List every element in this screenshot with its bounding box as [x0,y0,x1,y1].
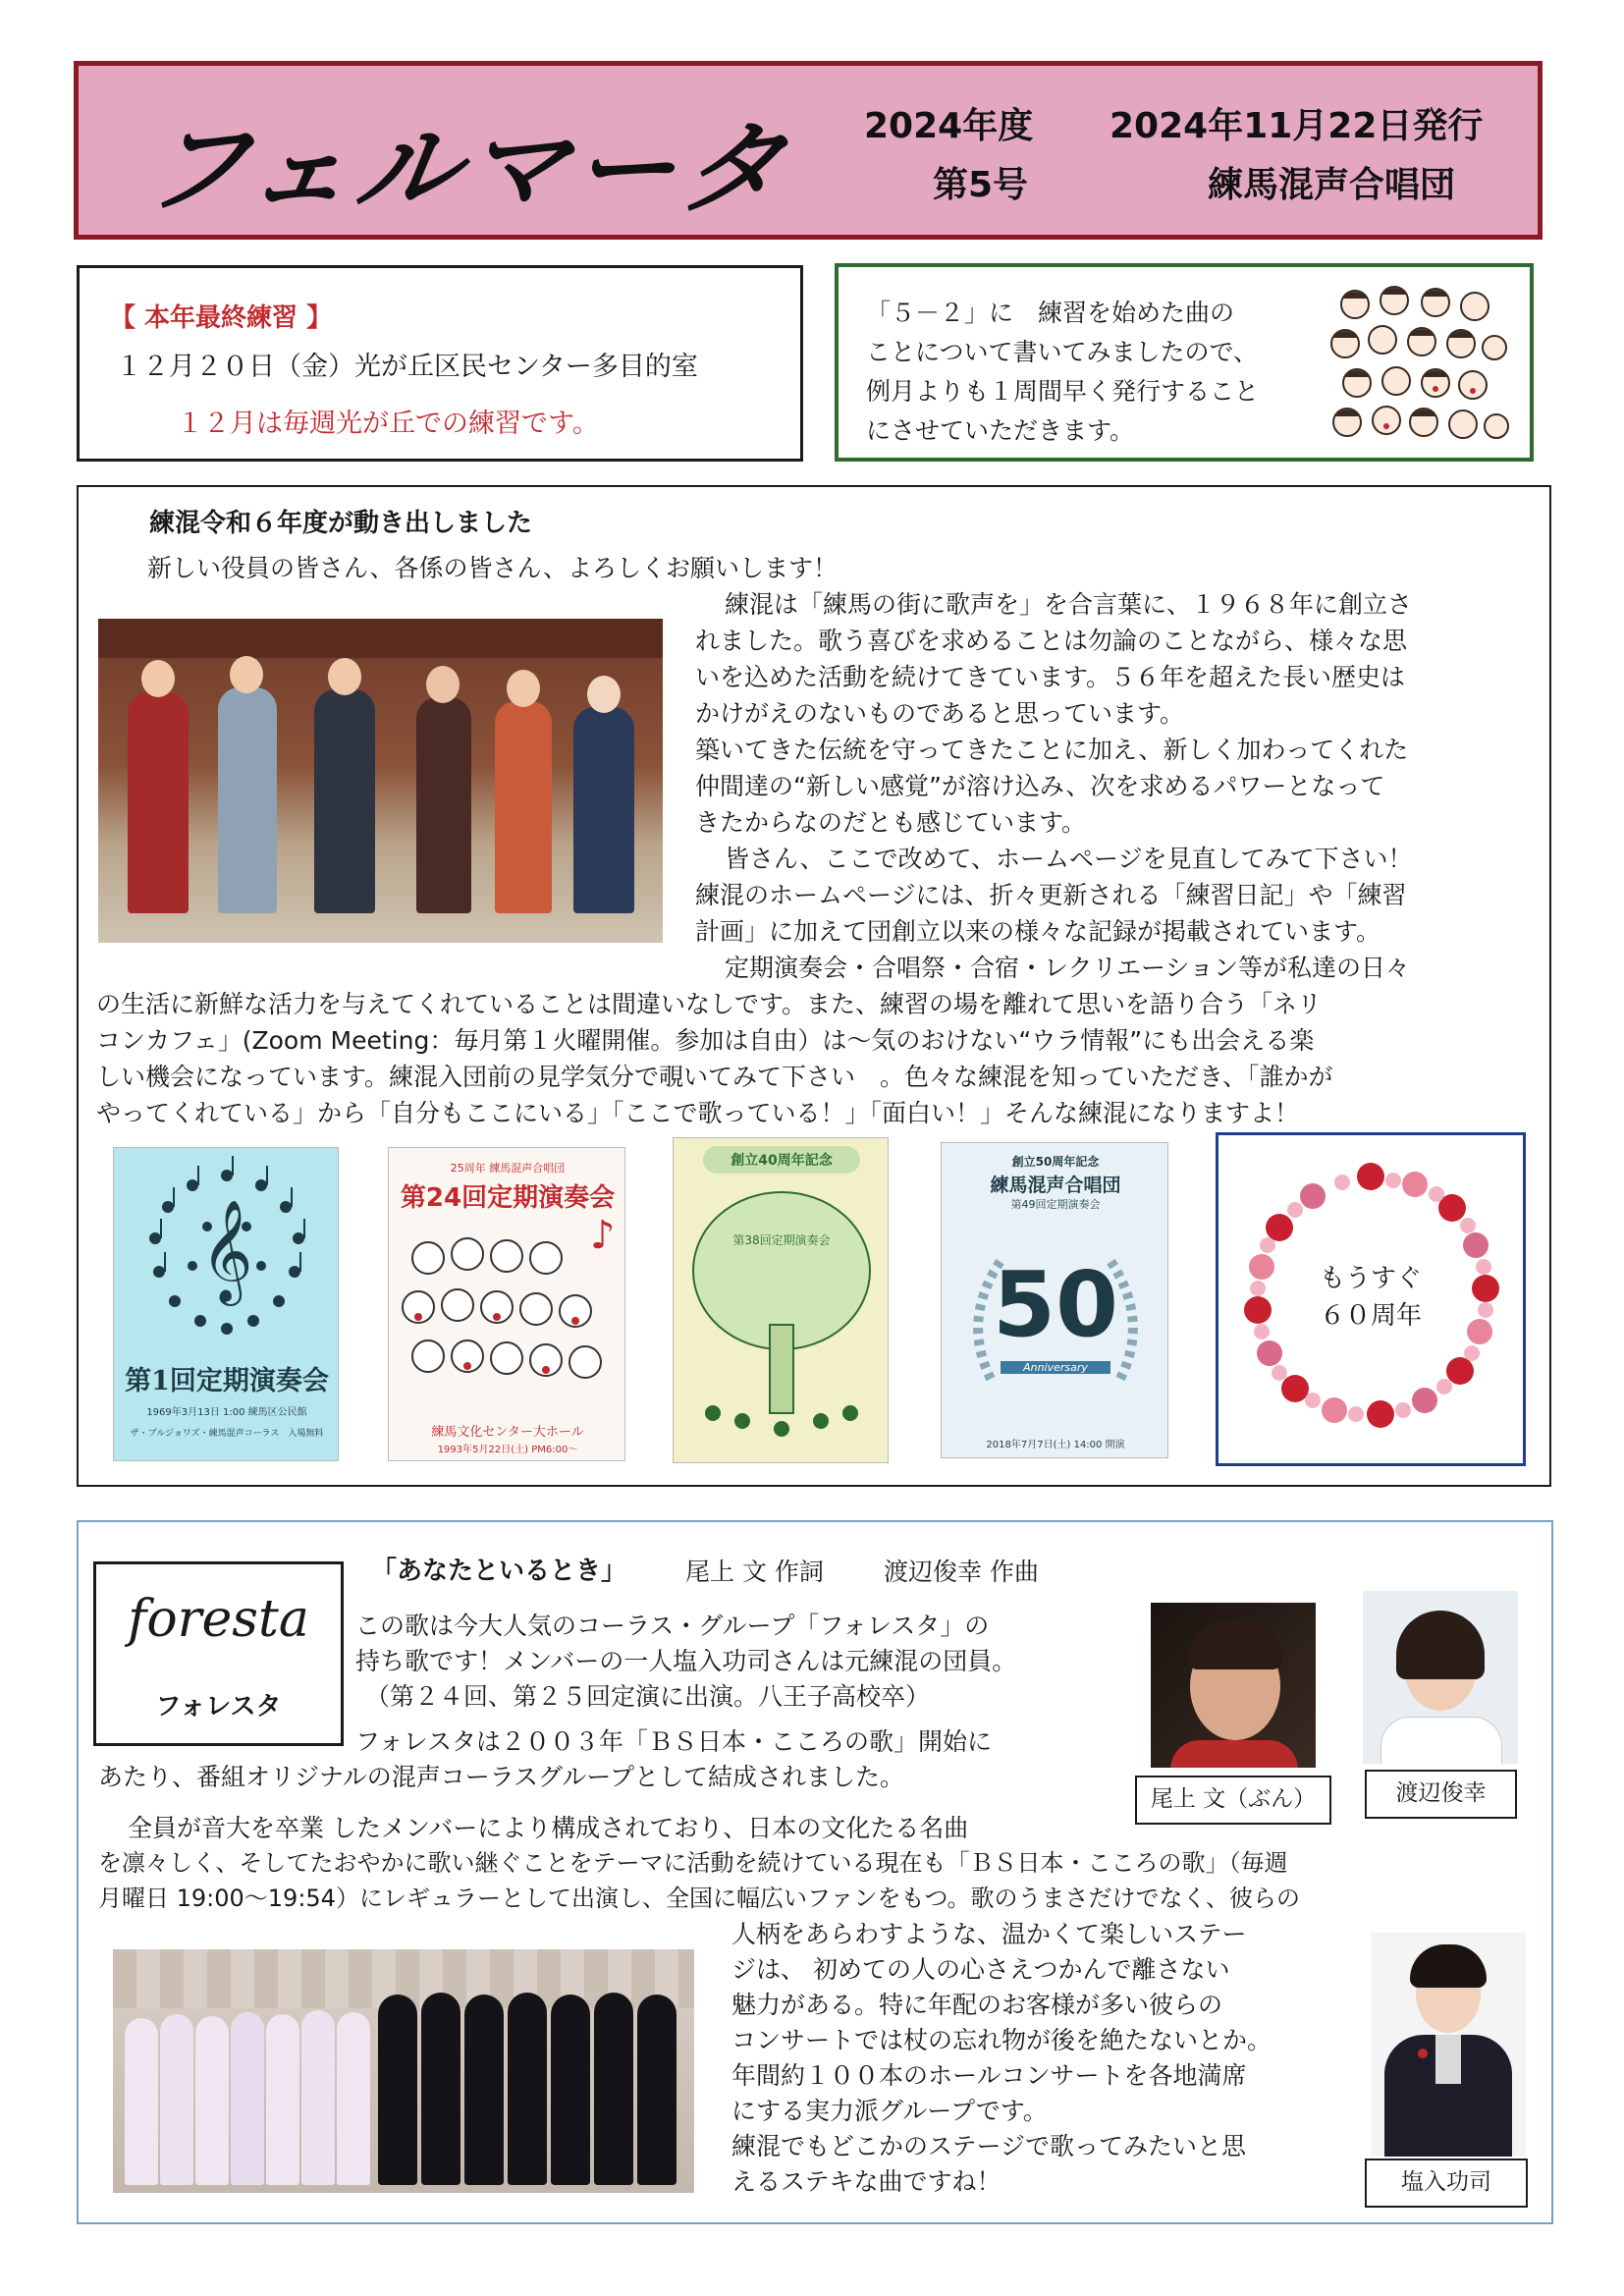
article-line: 新しい役員の皆さん、各係の皆さん、よろしくお願いします！ [147,554,839,582]
poster-3-badge: 創立40周年記念 [703,1146,860,1174]
foresta-line: コンサートでは杖の忘れ物が後を絶たないとか。 [731,2026,1272,2054]
poster-2-title: 第24回定期演奏会 [400,1183,616,1213]
choir-sketch-illustration [1326,283,1510,448]
fiscal-year: 2024年度 [864,106,1034,146]
article-line: 皆さん、ここで改めて、ホームページを見直してみて下さい！ [725,845,1413,873]
song-lyricist: 尾上 文 作詞 [685,1558,824,1586]
article-line: 練混のホームページには、折々更新される「練習日記」や「練習 [695,881,1407,909]
article-heading: 練混令和６年度が動き出しました [149,509,533,538]
foresta-line: ジは、 初めての人の心さえつかんで離さない [731,1955,1230,1984]
foresta-line: にする実力派グループです。 [731,2097,1048,2125]
foresta-line: 魅力がある。特に年配のお客様が多い彼らの [731,1991,1223,2019]
article-line: 仲間達の“新しい感覚”が溶け込み、次を求めるパワーとなって [695,772,1385,800]
song-title: 「あなたといるとき」 [371,1557,627,1586]
article-line: きたからなのだとも感じています。 [695,808,1087,837]
foresta-line: 人柄をあらわすような、温かくて楽しいステー [731,1920,1247,1948]
notice-line-1: １２月２０日（金）光が丘区民センター多目的室 [116,352,698,382]
poster-4-sub: 第49回定期演奏会 [1010,1198,1101,1211]
poster-1-date: 1969年3月13日 1:00 練馬区公民館 [146,1407,307,1418]
svg-text:♪: ♪ [590,1219,616,1258]
concert-poster-1st [113,1147,339,1461]
foresta-line: この歌は今大人気のコーラス・グループ「フォレスタ」の [355,1612,990,1640]
issue-note-line: 例月よりも１周間早く発行すること [866,377,1260,406]
foresta-line: 年間約１００本のホールコンサートを各地満席 [731,2061,1247,2090]
foresta-line: （第２４回、第２５回定演に出演。八王子高校卒） [365,1682,931,1711]
foresta-line: 月曜日 19:00〜19:54）にレギュラーとして出演し、全国に幅広いファンをもつ。歌のうまさだけでなく、彼らの [98,1885,1301,1912]
portrait-onoue-bun [1151,1603,1316,1768]
foresta-line: 練混でもどこかのステージで歌ってみたいと思 [731,2132,1247,2160]
article-line: コンカフェ」(Zoom Meeting：毎月第１火曜開催。参加は自由）は～気のおけない“ウラ情報”にも出会える楽 [96,1026,1315,1055]
poster-2-venue: 練馬文化センター大ホール [431,1425,584,1440]
concert-poster-24th [388,1147,625,1461]
notice-heading: 【 本年最終練習 】 [110,303,333,333]
article-line: の生活に新鮮な活力を与えてくれていることは間違いなしです。また、練習の場を離れて思いを語り合う「ネリ [96,990,1323,1018]
article-line: れました。歌う喜びを求めることは勿論のことながら、様々な思 [695,627,1408,655]
poster-3-sub: 第38回定期演奏会 [732,1233,831,1247]
svg-text:𝄞: 𝄞 [200,1199,253,1302]
article-line: しい機会になっています。練混入団前の見学気分で覗いてみて下さい 。色々な練混を知っていただき、「誰かが [96,1063,1333,1091]
wreath-text-line-2: ６０周年 [1319,1301,1422,1331]
organization-name: 練馬混声合唱団 [1208,165,1456,205]
60th-anniversary-wreath [1216,1132,1526,1466]
issue-note-line: ことについて書いてみましたので、 [866,338,1259,366]
newsletter-title: フェルマータ [137,108,798,229]
poster-4-number: 50 [992,1252,1119,1357]
foresta-line: えるステキな曲ですね！ [731,2167,1001,2196]
article-line: 築いてきた伝統を守ってきたことに加え、新しく加わってくれた [695,736,1409,764]
label-onoue: 尾上 文（ぶん） [1135,1776,1331,1825]
foresta-line: 全員が音大を卒業 したメンバーにより構成されており、日本の文化たる名曲 [128,1814,969,1842]
poster-1-title: 第1回定期演奏会 [125,1366,329,1396]
publish-date: 2024年11月22日発行 [1110,106,1484,146]
wreath-text-line-1: もうすぐ [1319,1264,1422,1293]
foresta-line: 持ち歌です！メンバーの一人塩入功司さんは元練混の団員。 [355,1647,1017,1675]
portrait-shioiri-koji [1371,1933,1526,2157]
officers-group-photo [98,619,663,943]
foresta-logo-caption: フォレスタ [155,1692,282,1722]
poster-4-ribbon: Anniversary [1001,1361,1110,1374]
issue-note-line: 「５－２」に 練習を始めた曲の [866,299,1235,327]
issue-number: 第5号 [933,165,1029,205]
poster-2-top: 25周年 練馬混声合唱団 [450,1162,566,1175]
article-line: やってくれている」から「自分もここにいる」「ここで歌っている！」「面白い！」そんな練混になりますよ！ [96,1099,1300,1127]
article-line: 計画」に加えて団創立以来の様々な記録が掲載されています。 [695,917,1381,946]
poster-4-title: 練馬混声合唱団 [990,1175,1121,1196]
issue-note-line: にさせていただきます。 [866,416,1135,445]
portrait-watanabe-toshiyuki [1363,1591,1518,1764]
article-line: 定期演奏会・合唱祭・合宿・レクリエーション等が私達の日々 [725,954,1411,982]
foresta-group-photo [113,1949,694,2193]
notice-line-2: １２月は毎週光が丘での練習です。 [177,409,599,439]
article-line: 練混は「練馬の街に歌声を」を合言葉に、１９６８年に創立さ [725,590,1413,619]
poster-1-note: ザ・ブルジョワズ・練馬混声コーラス 入場無料 [130,1429,324,1439]
poster-2-date: 1993年5月22日(土) PM6:00〜 [437,1445,578,1455]
foresta-line: フォレスタは２００３年「ＢＳ日本・こころの歌」開始に [355,1727,993,1756]
concert-poster-40th-anniversary [673,1137,889,1463]
foresta-logo: foresta [128,1590,309,1649]
foresta-logo-box [93,1561,344,1746]
label-watanabe: 渡辺俊幸 [1365,1770,1517,1819]
foresta-line: を凛々しく、そしてたおやかに歌い継ぐことをテーマに活動を続けている現在も「ＢＳ日本・こころの歌」（毎週 [98,1849,1288,1877]
foresta-line: あたり、番組オリジナルの混声コーラスグループとして結成されました。 [98,1763,905,1791]
label-shioiri: 塩入功司 [1365,2159,1528,2208]
song-composer: 渡辺俊幸 作曲 [884,1558,1039,1586]
concert-poster-50th-anniversary [941,1142,1168,1458]
article-line: いを込めた活動を続けてきています。５６年を超えた長い歴史は [695,663,1406,691]
poster-4-date: 2018年7月7日(土) 14:00 開演 [986,1440,1125,1450]
poster-4-top: 創立50周年記念 [1011,1155,1100,1169]
article-line: かけがえのないものであると思っています。 [695,699,1185,728]
